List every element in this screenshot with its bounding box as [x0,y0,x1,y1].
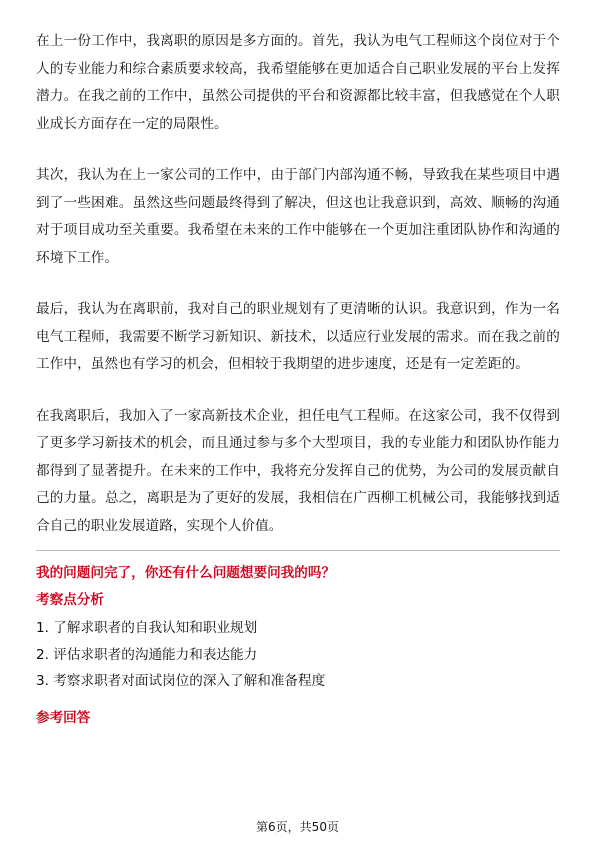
analysis-title: 考察点分析 [36,592,104,608]
analysis-list [36,615,560,695]
interview-question: 我的问题问完了，你还有什么问题想要问我的吗？ [36,565,336,581]
reference-answer-title: 参考回答 [36,709,91,726]
answer-paragraph-3: 最后，我认为在离职前，我对自己的职业规划有了更清晰的认识。我意识到，作为一名电气工程师，我需要不断学习新知识、新技术，以适应行业发展的需求。而在我之前的工作中，虽然也有学习的机会，但相较于我期望的进步速度，还是有一定差距的。 [36,301,560,372]
section-divider [36,550,560,551]
answer-paragraph-1: 在上一份工作中，我离职的原因是多方面的。首先，我认为电气工程师这个岗位对于个人的专业能力和综合素质要求较高，我希望能够在更加适合自己职业发展的平台上发挥潜力。在我之前的工作中，虽然公司提供的平台和资源都比较丰富，但我感觉在个人职业成长方面存在一定的局限性。 [36,33,560,132]
page-number: 第6页，共50页 [256,820,339,834]
page-content [36,28,560,733]
analysis-point: 1. 了解求职者的自我认知和职业规划 [36,620,258,636]
answer-paragraph-2: 其次，我认为在上一家公司的工作中，由于部门内部沟通不畅，导致我在某些项目中遇到了一些困难。虽然这些问题最终得到了解决，但这也让我意识到，高效、顺畅的沟通对于项目成功至关重要。我希望在未来的工作中能够在一个更加注重团队协作和沟通的环境下工作。 [36,167,560,266]
analysis-point: 3. 考察求职者对面试岗位的深入了解和准备程度 [36,673,326,689]
answer-paragraph-4: 在我离职后，我加入了一家高新技术企业，担任电气工程师。在这家公司，我不仅得到了更多学习新技术的机会，而且通过参与多个大型项目，我的专业能力和团队协作能力都得到了显著提升。在未来的工作中，我将充分发挥自己的优势，为公司的发展贡献自己的力量。总之，离职是为了更好的发展，我相信在广西柳工机械公司，我能够找到适合自己的职业发展道路，实现个人价值。 [36,407,560,534]
analysis-point: 2. 评估求职者的沟通能力和表达能力 [36,646,258,663]
